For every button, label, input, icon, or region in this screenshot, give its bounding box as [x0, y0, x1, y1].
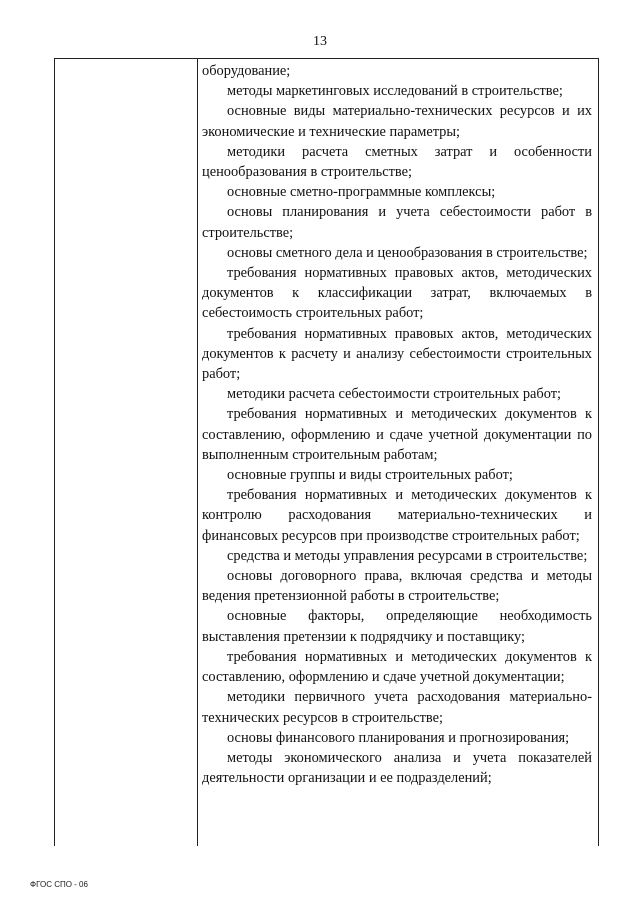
paragraph: основные группы и виды строительных работ; [227, 467, 513, 484]
paragraph: методы маркетинговых исследований в строительстве; [227, 83, 563, 100]
paragraph: требования нормативных правовых актов, методических документов к классификации затрат, включаемых в себестоимость строительных работ; [202, 265, 592, 322]
paragraph: методики первичного учета расходования материально-технических ресурсов в строительстве; [202, 689, 592, 726]
column-divider [197, 59, 198, 846]
paragraph: основные сметно-программные комплексы; [227, 184, 496, 201]
paragraph: требования нормативных и методических документов к контролю расходования материально-технических и финансовых ресурсов при производстве строительных работ; [202, 487, 592, 544]
paragraph: оборудование; [202, 63, 291, 79]
paragraph: основы финансового планирования и прогнозирования; [227, 729, 570, 746]
requirements-cell [202, 61, 592, 788]
paragraph: основные виды материально-технических ресурсов и их экономические и технические параметры; [202, 103, 592, 140]
page-number: 13 [313, 34, 327, 49]
requirements-table [54, 58, 599, 846]
paragraph: основы планирования и учета себестоимости работ в строительстве; [202, 204, 592, 241]
paragraph: средства и методы управления ресурсами в строительстве; [227, 547, 588, 564]
footer-code: ФГОС СПО - 06 [30, 880, 88, 889]
paragraph: методики расчета себестоимости строительных работ; [227, 386, 562, 403]
paragraph: требования нормативных и методических документов к составлению, оформлению и сдаче учетной документации по выполненным строительным работам; [202, 406, 592, 463]
paragraph: основные факторы, определяющие необходимость выставления претензии к подрядчику и поставщику; [202, 608, 592, 645]
paragraph: методы экономического анализа и учета показателей деятельности организации и ее подразделений; [202, 749, 592, 787]
paragraph: основы сметного дела и ценообразования в строительстве; [227, 244, 588, 261]
paragraph: основы договорного права, включая средства и методы ведения претензионной работы в строительстве; [202, 568, 592, 605]
paragraph: требования нормативных и методических документов к составлению, оформлению и сдаче учетной документации; [202, 648, 592, 686]
paragraph: требования нормативных правовых актов, методических документов к расчету и анализу себестоимости строительных работ; [202, 325, 592, 383]
paragraph: методики расчета сметных затрат и особенности ценообразования в строительстве; [202, 143, 592, 181]
